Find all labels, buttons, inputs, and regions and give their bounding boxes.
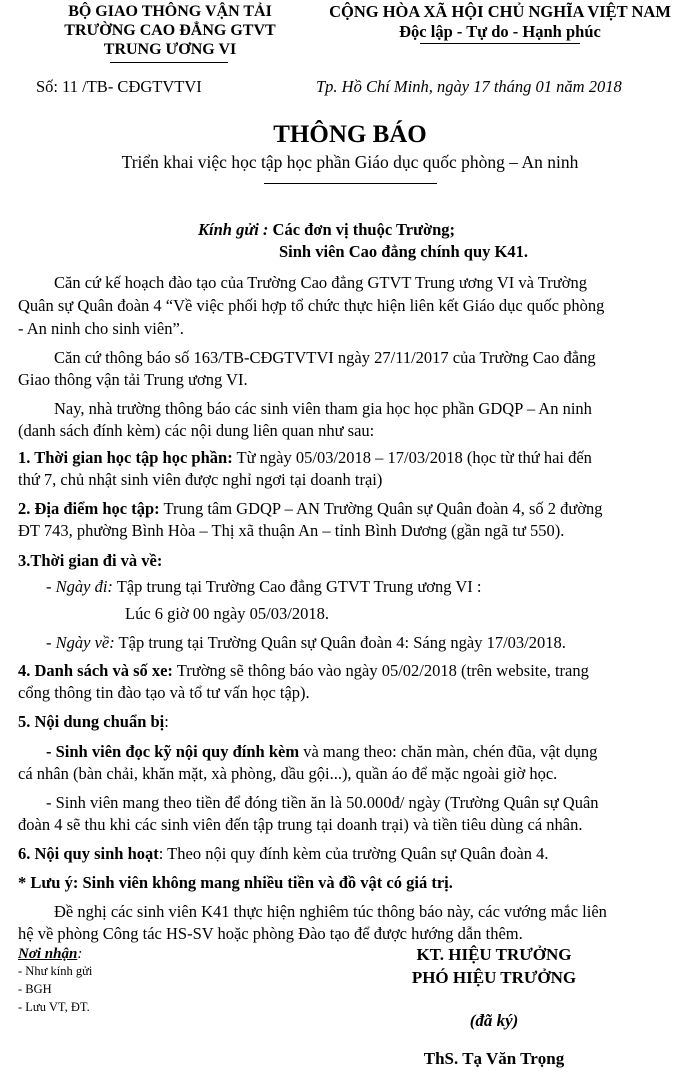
signature-title-1: KT. HIỆU TRƯỞNG [416,945,572,964]
title-underline [264,183,437,184]
departure-time: Lúc 6 giờ 00 ngày 05/03/2018. [125,604,329,623]
section6-line [18,843,548,865]
section5-colon: : [164,712,169,731]
section3-departure [46,576,481,598]
para2-line2: Giao thông vận tải Trung ương VI. [18,370,248,389]
section1-line1 [18,447,592,469]
ministry-name: BỘ GIAO THÔNG VẬN TẢI [68,3,272,20]
motto-underline [420,43,580,44]
signer-name: ThS. Tạ Văn Trọng [423,1049,565,1068]
para3-line2: (danh sách đính kèm) các nội dung liên quan như sau: [18,421,375,440]
section5-b-line1: - Sinh viên mang theo tiền để đóng tiền ăn là 50.000đ/ ngày (Trường Quân sự Quân [46,793,599,812]
section5-b-line2: đoàn 4 sẽ thu khi các sinh viên đến tập trung tại doanh trại) và tiền tiêu dùng cá nhân. [18,815,583,834]
para3-line1: Nay, nhà trường thông báo các sinh viên tham gia học học phần GDQP – An ninh [54,399,592,418]
recipient-2: Sinh viên Cao đẳng chính quy K41. [279,242,528,261]
section5-a-rest: và mang theo: chăn màn, chén đũa, vật dụng [299,742,598,761]
distribution-item: - Lưu VT, ĐT. [18,1000,90,1014]
section1-text: Từ ngày 05/03/2018 – 17/03/2018 (học từ thứ hai đến [232,448,592,467]
para1-line1: Căn cứ kế hoạch đào tạo của Trường Cao đẳng GTVT Trung ương VI và Trường [54,273,587,292]
document-subtitle: Triển khai việc học tập học phần Giáo dục quốc phòng – An ninh [121,152,579,172]
motto: Độc lập - Tự do - Hạnh phúc [399,22,601,41]
agency-underline [110,62,228,63]
recipients-block [198,219,455,241]
distribution-item: - Như kính gửi [18,964,93,978]
section2-text: Trung tâm GDQP – AN Trường Quân sự Quân đoàn 4, số 2 đường [159,499,603,518]
section6-heading: 6. Nội quy sinh hoạt [18,844,159,863]
section4-line1 [18,660,589,682]
para1-line3: - An ninh cho sinh viên”. [18,319,184,338]
document-number: Số: 11 /TB- CĐGTVTVI [36,77,202,96]
section1-line2: thứ 7, chủ nhật sinh viên được nghỉ ngơi tại doanh trại) [18,470,383,489]
agency-header [40,2,300,59]
section2-line1 [18,498,603,520]
school-name: TRƯỜNG CAO ĐẲNG GTVT [64,22,276,39]
para2-line1: Căn cứ thông báo số 163/TB-CĐGTVTVI ngày 27/11/2017 của Trường Cao đẳng [54,348,596,367]
section3-heading: 3.Thời gian đi và về: [18,551,163,570]
closing-line2: hệ về phòng Công tác HS-SV hoặc phòng Đào tạo để được hướng dẫn thêm. [18,924,523,943]
section1-heading: 1. Thời gian học tập học phần: [18,448,233,467]
section4-heading: 4. Danh sách và số xe: [18,661,173,680]
return-text: Tập trung tại Trường Quân sự Quân đoàn 4: Sáng ngày 17/03/2018. [114,633,566,652]
distribution-label: Nơi nhận [18,946,78,962]
section4-line2: cổng thông tin đào tạo và tổ tư vấn học tập). [18,683,310,702]
section5-a-bold: - Sinh viên đọc kỹ nội quy đính kèm [46,742,300,761]
recipient-1: Các đơn vị thuộc Trường; [272,220,456,239]
signed-mark: (đã ký) [469,1011,519,1030]
section5-a-line1 [46,741,597,763]
departure-text: Tập trung tại Trường Cao đẳng GTVT Trung ương VI : [112,577,482,596]
national-header [304,2,696,42]
section2-heading: 2. Địa điểm học tập: [18,499,160,518]
section5-heading-block [18,711,169,733]
document-title: THÔNG BÁO [273,121,427,148]
distribution-item: - BGH [18,982,52,996]
section6-text: : Theo nội quy đính kèm của trường Quân sự Quân đoàn 4. [158,844,549,863]
section5-a-line2: cá nhân (bàn chải, khăn mặt, xà phòng, dầu gội...), quần áo để mặc ngoài giờ học. [18,764,558,783]
section3-return [46,632,566,654]
distribution-colon: : [77,946,83,962]
signature-title-2: PHÓ HIỆU TRƯỞNG [411,968,577,987]
nation-title: CỘNG HÒA XÃ HỘI CHỦ NGHĨA VIỆT NAM [329,2,671,21]
departure-label: - Ngày đi: [46,577,113,596]
recipients-label: Kính gửi : [198,220,273,239]
section5-heading: 5. Nội dung chuẩn bị [18,712,165,731]
signature-block [390,943,598,989]
place-date: Tp. Hồ Chí Minh, ngày 17 tháng 01 năm 2018 [316,77,622,96]
para1-line2: Quân sự Quân đoàn 4 “Về việc phối hợp tổ chức thực hiện liên kết Giáo dục quốc phòng [18,296,605,315]
section4-text: Trường sẽ thông báo vào ngày 05/02/2018 (trên website, trang [172,661,589,680]
closing-line1: Đề nghị các sinh viên K41 thực hiện nghiêm túc thông báo này, các vướng mắc liên [54,902,607,921]
section2-line2: ĐT 743, phường Bình Hòa – Thị xã thuận An – tỉnh Bình Dương (gần ngã tư 550). [18,521,565,540]
note: * Lưu ý: Sinh viên không mang nhiều tiền và đồ vật có giá trị. [18,873,453,892]
school-name-2: TRUNG ƯƠNG VI [103,41,237,58]
distribution-list [18,962,92,1016]
return-label: - Ngày về: [46,633,115,652]
